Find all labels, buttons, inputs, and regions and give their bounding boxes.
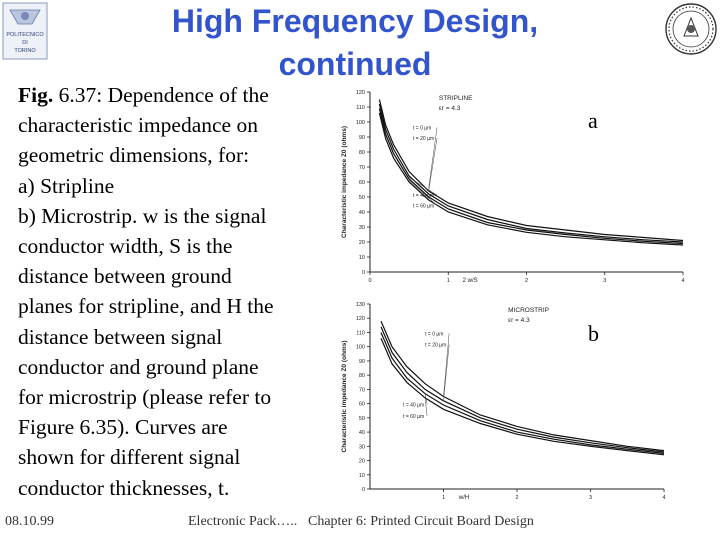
y-tick-label: 70	[358, 387, 365, 394]
y-tick-label: 130	[355, 302, 365, 308]
series-line	[379, 113, 683, 245]
caption-fig-label: Fig.	[18, 83, 54, 107]
series-line	[381, 321, 664, 451]
y-axis-label: Characteristic impedance Z0 (ohms)	[341, 126, 348, 238]
footer-course: Electronic Pack…..	[188, 514, 298, 529]
y-tick-label: 100	[355, 120, 365, 126]
logo-text-line: DI	[22, 40, 28, 46]
microstrip-chart	[341, 302, 666, 501]
y-tick-label: 50	[358, 415, 365, 422]
x-tick-label: 1	[446, 278, 450, 284]
curve-label: t = 0 µm	[425, 331, 444, 338]
caption-line: conductor thicknesses, t.	[18, 475, 230, 500]
series-line	[379, 100, 683, 241]
caption-line: Figure 6.35). Curves are	[18, 415, 228, 440]
curve-label: t = 60 µm	[403, 413, 425, 420]
series-line	[381, 338, 664, 455]
x-tick-label: 1	[441, 495, 446, 501]
y-tick-label: 40	[358, 210, 365, 216]
footer-chapter: Chapter 6: Printed Circuit Board Design	[308, 514, 534, 529]
caption-line: distance between ground	[18, 264, 232, 289]
curve-label: t = 40 µm	[403, 402, 425, 409]
y-tick-label: 110	[356, 105, 365, 111]
x-tick-label: 2	[524, 278, 529, 284]
chart-annotation: εr = 4.3	[508, 317, 530, 324]
y-tick-label: 100	[355, 344, 365, 351]
university-seal	[664, 2, 718, 56]
chart-title: MICROSTRIP	[508, 307, 549, 314]
y-tick-label: 50	[358, 195, 365, 201]
y-tick-label: 110	[356, 330, 365, 337]
y-tick-label: 0	[361, 270, 365, 276]
x-axis-label: 2 w/S	[462, 278, 478, 284]
university-logo-icon	[2, 2, 48, 60]
y-tick-label: 10	[358, 472, 365, 479]
y-tick-label: 70	[358, 165, 365, 171]
caption-line: distance between signal	[18, 324, 223, 349]
y-tick-label: 30	[358, 225, 365, 231]
caption-line: b) Microstrip. w is the signal	[18, 203, 267, 228]
curve-label-leader	[444, 345, 450, 401]
y-tick-label: 80	[358, 373, 365, 380]
curve-label: t = 20 µm	[413, 136, 435, 142]
y-tick-label: 0	[361, 487, 365, 493]
curve-label: t = 0 µm	[413, 125, 432, 132]
caption-line: for microstrip (please refer to	[18, 385, 272, 410]
figure-caption	[18, 80, 318, 503]
logo-text-line: TORINO	[14, 48, 36, 54]
x-axis-label: w/H	[458, 495, 470, 501]
y-tick-label: 60	[358, 401, 365, 408]
chart-title: STRIPLINE	[438, 95, 473, 102]
curve-label-leader	[429, 138, 437, 191]
x-tick-label: 2	[515, 495, 519, 501]
logo-text-line: POLITECNICO	[6, 32, 44, 38]
x-tick-label: 0	[368, 278, 372, 284]
y-tick-label: 60	[358, 180, 365, 186]
y-tick-label: 120	[355, 316, 365, 323]
footer-date: 08.10.99	[5, 514, 54, 529]
impedance-charts	[330, 82, 688, 510]
chart-b-label: b	[588, 321, 599, 346]
y-tick-label: 10	[358, 255, 365, 261]
university-logo	[2, 2, 48, 60]
y-tick-label: 80	[358, 150, 365, 156]
caption-item-b	[18, 201, 318, 503]
y-tick-label: 30	[358, 444, 365, 451]
chart-a-label: a	[588, 108, 598, 133]
slide-title	[120, 0, 590, 86]
slide-title-line: continued	[278, 46, 432, 82]
caption-line: planes for stripline, and H the	[18, 294, 274, 319]
caption-text: 6.37: Dependence of the characteristic impedance on geometric dimensions, for:	[18, 83, 269, 168]
x-tick-label: 4	[681, 278, 685, 284]
caption-line: shown for different signal	[18, 445, 241, 470]
y-axis-label: Characteristic impedance Z0 (ohms)	[341, 340, 348, 453]
curve-label-leader	[425, 398, 427, 416]
chart-annotation: εr = 4.3	[438, 105, 461, 112]
curve-label: t = 40 µm	[413, 193, 435, 199]
university-seal-icon	[664, 2, 718, 56]
y-tick-label: 90	[358, 358, 365, 365]
caption-item-a: a) Stripline	[18, 173, 115, 198]
x-tick-label: 3	[603, 278, 607, 284]
y-tick-label: 40	[358, 430, 365, 437]
caption-line: conductor width, S is the	[18, 234, 233, 259]
y-tick-label: 90	[358, 135, 365, 141]
y-tick-label: 20	[358, 458, 365, 465]
curve-label: t = 20 µm	[425, 342, 447, 349]
slide-title-line: High Frequency Design,	[171, 3, 539, 39]
caption-line: conductor and ground plane	[18, 354, 259, 379]
x-tick-label: 4	[662, 495, 666, 501]
curve-label: t = 60 µm	[413, 203, 435, 210]
y-tick-label: 120	[355, 90, 365, 96]
x-tick-label: 3	[588, 495, 593, 501]
y-tick-label: 20	[358, 240, 365, 246]
stripline-chart	[341, 90, 685, 284]
